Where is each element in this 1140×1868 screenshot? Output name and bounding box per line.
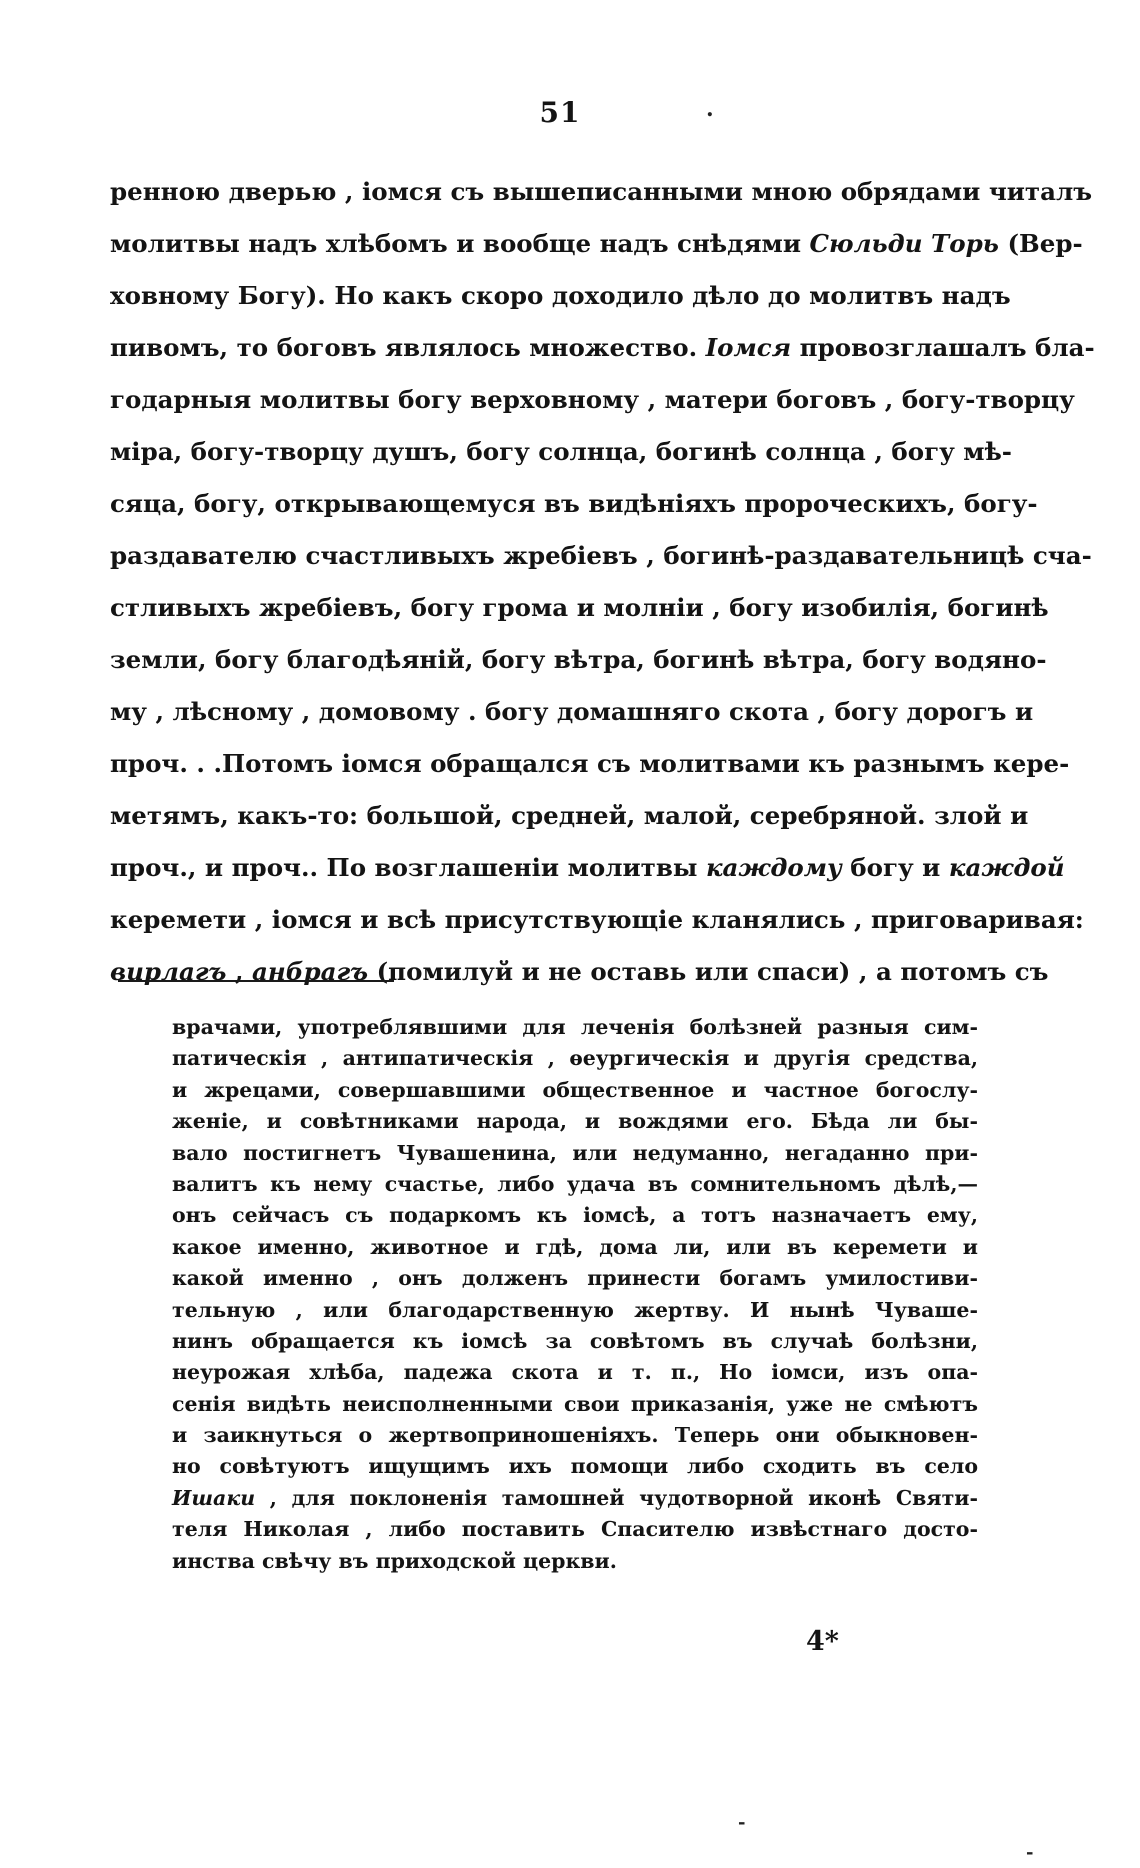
page-number: 51 [539,96,581,129]
text-segment: , для поклоненія тамошней чудотворной иконѣ Святи- [255,1485,978,1510]
text-line [110,738,1070,790]
text-line [110,478,1038,530]
italic-term: Іомся [705,333,792,362]
text-segment: раздавателю счастливыхъ жребіевъ , богинѣ-раздавательницѣ сча- [110,541,1092,570]
text-segment: керемети , іомся и всѣ присутствующіе кланялись , приговаривая: [110,905,1084,934]
italic-term: Ишаки [172,1485,256,1510]
text-line [110,842,1065,894]
text-line [110,686,1034,738]
text-segment: (Вер- [998,229,1083,258]
text-line: вало постигнетъ Чувашенина, или недуманно, негаданно при- [172,1140,978,1165]
main-text-block [110,166,1095,998]
text-segment: проч. . .Потомъ іомся обращался съ молитвами къ разнымъ кере- [110,749,1070,778]
printer-speck: . [706,96,714,122]
italic-term: Сюльди Торь [809,229,999,258]
text-line: врачами, употреблявшими для леченія болѣзней разныя сим- [172,1015,978,1039]
text-line [110,530,1092,582]
text-line [110,374,1075,426]
printer-speck: - [1026,1842,1034,1863]
text-line: и заикнуться о жертвоприношеніяхъ. Теперь они обыкновен- [172,1423,978,1448]
text-line [110,426,1012,478]
text-segment: проч., и проч.. По возглашеніи молитвы [110,853,706,882]
footnote-text-block [172,1012,978,1577]
text-segment: метямъ, какъ-то: большой, средней, малой, серебряной. злой и [110,801,1029,830]
text-line [110,322,1095,374]
text-line: и жрецами, совершавшими общественное и частное богослу- [172,1077,978,1102]
text-line [110,634,1047,686]
text-line [110,218,1083,270]
text-line: онъ сейчасъ съ подаркомъ къ іомсѣ, а тотъ назначаетъ ему, [172,1203,978,1228]
text-line [172,1483,978,1514]
text-line: валитъ къ нему счастье, либо удача въ сомнительномъ дѣлѣ,— [172,1171,978,1196]
text-line: теля Николая , либо поставить Спасителю извѣстнаго досто- [172,1517,978,1542]
text-segment: молитвы надъ хлѣбомъ и вообще надъ снѣдями [110,229,810,258]
text-line [110,894,1084,946]
text-line: инства свѣчу въ приходской церкви. [172,1548,617,1573]
text-segment: пивомъ, то боговъ являлось множество. [110,333,706,362]
text-line: сенія видѣть неисполненными свои приказанія, уже не смѣютъ [172,1391,978,1416]
text-segment: му , лѣсному , домовому . богу домашняго скота , богу дорогъ и [110,697,1034,726]
text-line: какой именно , онъ долженъ принести богамъ умилостиви- [172,1266,978,1291]
footnote-separator [118,980,394,982]
text-line [110,166,1093,218]
text-line: но совѣтуютъ ищущимъ ихъ помощи либо сходить въ село [172,1454,978,1479]
text-line: нинъ обращается къ іомсѣ за совѣтомъ въ случаѣ болѣзни, [172,1328,978,1353]
text-segment: міра, богу-творцу душъ, богу солнца, богинѣ солнца , богу мѣ- [110,437,1012,466]
text-line: женіе, и совѣтниками народа, и вождями его. Бѣда ли бы- [172,1109,978,1134]
text-segment: стливыхъ жребіевъ, богу грома и молніи , богу изобилія, богинѣ [110,593,1049,622]
text-segment: (помилуй и не оставь или спаси) , а потомъ съ [368,957,1049,986]
text-line: патическія , антипатическія , ѳеургическія и другія средства, [172,1046,978,1071]
text-line: тельную , или благодарственную жертву. И нынѣ Чуваше- [172,1297,978,1322]
text-segment: земли, богу благодѣяній, богу вѣтра, богинѣ вѣтра, богу водяно- [110,645,1047,674]
signature-mark: 4* [806,1626,839,1657]
italic-term: каждой [948,853,1065,882]
text-line [110,946,1049,998]
text-line [110,790,1029,842]
text-segment: ренною дверью , іомся съ вышеписанными мною обрядами читалъ [110,177,1093,206]
text-segment: ховному Богу). Но какъ скоро доходило дѣло до молитвъ надъ [110,281,1011,310]
text-segment: годарныя молитвы богу верховному , матери боговъ , богу-творцу [110,385,1075,414]
text-line: неурожая хлѣба, падежа скота и т. п., Но іомси, изъ опа- [172,1360,978,1385]
text-segment: богу и [841,853,949,882]
text-segment: , [226,957,253,986]
text-line [110,270,1011,322]
italic-term: анбрагъ [252,957,369,986]
text-line: какое именно, животное и гдѣ, дома ли, или въ керемети и [172,1234,978,1259]
text-line [110,582,1049,634]
text-segment: провозглашалъ бла- [791,333,1095,362]
italic-term: вирлагъ [110,957,227,986]
printer-speck: - [738,1812,746,1833]
text-segment: сяца, богу, открывающемуся въ видѣніяхъ пророческихъ, богу- [110,489,1038,518]
italic-term: каждому [705,853,842,882]
